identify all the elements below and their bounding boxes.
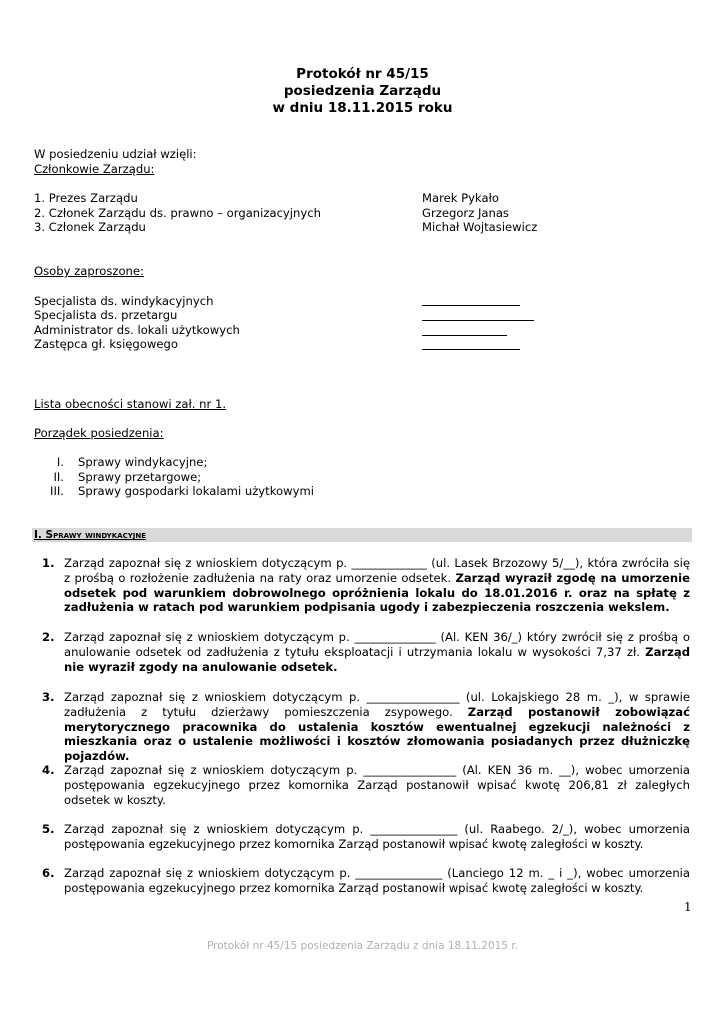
member-role-1: 1. Prezes Zarządu <box>34 191 138 205</box>
page-footer: Protokół nr 45/15 posiedzenia Zarządu z dnia 18.11.2015 r. <box>206 940 519 952</box>
board-heading: Członkowie Zarządu: <box>34 162 155 176</box>
section-title: I. Sprawy windykacyjne <box>34 529 147 541</box>
member-role-3: 3. Członek Zarządu <box>34 220 146 234</box>
agenda-item-3: Sprawy gospodarki lokalami użytkowymi <box>78 484 314 498</box>
item-text-4: Zarząd zapoznał się z wnioskiem dotyczącym p. ________________ (Al. KEN 36 m. __), wobec umorzenia postępowania egzekucyjnego przez komornika Zarząd postanowił wpisać kwotę 206,81 zł zaległych odsetek w koszty. <box>64 763 690 807</box>
item-1-text: Zarząd zapoznał się z wnioskiem dotyczącym p. _____________ (ul. Lasek Brzozowy 5/__), która zwróciła się z prośbą o rozłożenie zadłużenia na raty oraz umorzenie odsetek. <box>64 556 690 585</box>
agenda-item-1: Sprawy windykacyjne; <box>78 455 208 469</box>
item-number-5: 5. <box>42 822 55 836</box>
invited-heading: Osoby zaproszone: <box>34 264 144 278</box>
page-number: 1 <box>684 900 692 914</box>
invited-role-3: Administrator ds. lokali użytkowych <box>34 323 240 337</box>
item-1-decision: Zarząd wyraził zgodę na umorzenie odsetek pod warunkiem dobrowolnego opróżnienia lokalu do 18.01.2016 r. oraz na spłatę z zadłużenia w ratach pod warunkiem podpisania ugody i zabezpieczenia roszczenia wekslem. <box>64 570 690 615</box>
member-role-2: 2. Członek Zarządu ds. prawno – organizacyjnych <box>34 206 321 220</box>
item-number-3: 3. <box>42 690 55 704</box>
item-text-6: Zarząd zapoznał się z wnioskiem dotyczącym p. _______________ (Lanciego 12 m. _ i _), wobec umorzenia postępowania egzekucyjnego przez komornika Zarząd postanowił wpisać kwotę zaległości w koszty. <box>64 866 690 895</box>
invited-name-blank-1 <box>422 305 520 306</box>
invited-name-blank-3 <box>422 335 507 336</box>
invited-name-blank-2 <box>422 320 534 321</box>
agenda-numeral-3: III. <box>50 484 64 498</box>
invited-role-1: Specjalista ds. windykacyjnych <box>34 294 214 308</box>
title-line-2: posiedzenia Zarządu <box>283 83 442 99</box>
item-3-text: Zarząd zapoznał się z wnioskiem dotyczącym p. ________________ (ul. Lokajskiego 28 m. _), w sprawie zadłużenia z tytułu dzierżawy pomieszczenia zsypowego. <box>64 690 690 719</box>
item-text-2 <box>64 630 690 674</box>
item-3-decision: Zarząd postanowił zobowiązać merytorycznego pracownika do ustalenia kosztów ewentualnej egzekucji należności z mieszkania oraz o ustalenie możliwości i kosztów złomowania posiadanych przez dłużniczkę pojazdów. <box>64 704 690 764</box>
member-name-3: Michał Wojtasiewicz <box>422 220 538 234</box>
item-number-4: 4. <box>42 763 55 777</box>
agenda-heading: Porządek posiedzenia: <box>34 426 164 440</box>
item-text-5: Zarząd zapoznał się z wnioskiem dotyczącym p. _______________ (ul. Raabego. 2/_), wobec umorzenia postępowania egzekucyjnego przez komornika Zarząd postanowił wpisać kwotę zaległości w koszty. <box>64 822 690 851</box>
item-number-2: 2. <box>42 630 55 644</box>
item-text-1 <box>64 556 690 615</box>
member-name-2: Grzegorz Janas <box>422 206 509 220</box>
title-line-1: Protokół nr 45/15 <box>296 66 429 82</box>
invited-role-2: Specjalista ds. przetargu <box>34 308 178 322</box>
agenda-item-2: Sprawy przetargowe; <box>78 470 202 484</box>
invited-name-blank-4 <box>422 349 520 350</box>
item-2-decision: Zarząd nie wyraził zgody na anulowanie odsetek. <box>64 644 690 674</box>
agenda-numeral-2: II. <box>53 470 64 484</box>
item-number-1: 1. <box>42 556 55 570</box>
invited-role-4: Zastępca gł. księgowego <box>34 337 178 351</box>
attendance-list-note: Lista obecności stanowi zał. nr 1. <box>34 397 227 411</box>
member-name-1: Marek Pykało <box>422 191 500 205</box>
item-text-3 <box>64 690 690 764</box>
item-2-text: Zarząd zapoznał się z wnioskiem dotyczącym p. ______________ (Al. KEN 36/_) który zwrócił się z prośbą o anulowanie odsetek od zadłużenia z tytułu eksploatacji i utrzymania lokalu w wysokości 7,37 zł. <box>64 630 690 659</box>
agenda-numeral-1: I. <box>56 455 64 469</box>
attendance-intro: W posiedzeniu udział wzięli: <box>34 147 197 161</box>
item-number-6: 6. <box>42 866 55 880</box>
title-line-3: w dniu 18.11.2015 roku <box>272 100 453 116</box>
